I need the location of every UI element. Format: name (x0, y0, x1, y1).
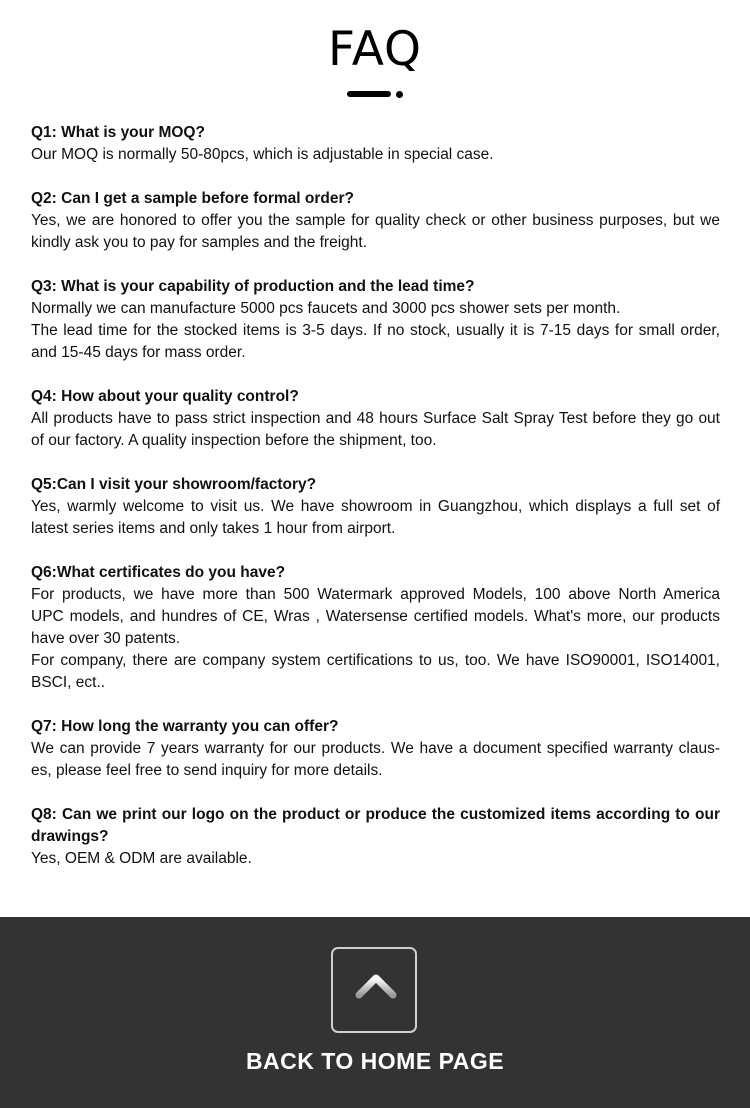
page-title: FAQ (327, 22, 423, 77)
faq-list (31, 122, 720, 892)
faq-answer-line: es, please feel free to send inquiry for more details. (31, 762, 383, 779)
faq-item-1 (31, 122, 720, 166)
faq-answer-line: UPC models, and hundres of CE, Wras , Watersense certified models. What's more, our products (31, 608, 720, 625)
faq-answer-line: For products, we have more than 500 Watermark approved Models, 100 above North America (31, 586, 720, 603)
faq-item-4 (31, 386, 720, 452)
faq-answer-line: The lead time for the stocked items is 3-5 days. If no stock, usually it is 7-15 days for small order, (31, 322, 720, 339)
arrow-up-to-top-icon (333, 949, 415, 1031)
faq-item-7 (31, 716, 720, 782)
faq-answer-line: All products have to pass strict inspection and 48 hours Surface Salt Spray Test before they go out (31, 410, 720, 427)
faq-question-line: drawings? (31, 828, 109, 845)
faq-answer-line: We can provide 7 years warranty for our products. We have a document specified warranty claus- (31, 740, 720, 757)
faq-answer-line: For company, there are company system certifications to us, too. We have ISO90001, ISO14001, (31, 652, 720, 669)
faq-question-line: Q5:Can I visit your showroom/factory? (31, 476, 317, 493)
faq-answer-line: Normally we can manufacture 5000 pcs faucets and 3000 pcs shower sets per month. (31, 300, 621, 317)
faq-item-3 (31, 276, 720, 364)
faq-answer-line: of our factory. A quality inspection before the shipment, too. (31, 432, 437, 449)
faq-question-line: Q2: Can I get a sample before formal order? (31, 190, 354, 207)
faq-answer-line: latest series items and only takes 1 hour from airport. (31, 520, 396, 537)
faq-question-line: Q6:What certificates do you have? (31, 564, 286, 581)
faq-answer-line: have over 30 patents. (31, 630, 181, 647)
faq-item-6 (31, 562, 720, 694)
faq-item-5 (31, 474, 720, 540)
faq-answer-line: Yes, we are honored to offer you the sample for quality check or other business purposes, but we (31, 212, 720, 229)
title-underline-bar (347, 91, 391, 97)
faq-question-line: Q3: What is your capability of production and the lead time? (31, 278, 475, 295)
back-to-home-link[interactable]: BACK TO HOME PAGE (245, 1048, 505, 1074)
faq-item-8 (31, 804, 720, 870)
faq-question-line: Q8: Can we print our logo on the product or produce the customized items according to our (31, 806, 720, 823)
faq-item-2 (31, 188, 720, 254)
faq-answer-line: kindly ask you to pay for samples and the freight. (31, 234, 368, 251)
faq-answer-line: Yes, warmly welcome to visit us. We have showroom in Guangzhou, which displays a full set of (31, 498, 720, 515)
faq-question-line: Q4: How about your quality control? (31, 388, 299, 405)
faq-question-line: Q1: What is your MOQ? (31, 124, 205, 141)
title-underline-dot (396, 91, 403, 98)
faq-question-line: Q7: How long the warranty you can offer? (31, 718, 339, 735)
faq-answer-line: Our MOQ is normally 50-80pcs, which is adjustable in special case. (31, 146, 494, 163)
back-to-top-button[interactable] (331, 947, 417, 1033)
faq-answer-line: BSCI, ect.. (31, 674, 106, 691)
faq-answer-line: Yes, OEM & ODM are available. (31, 850, 252, 867)
faq-answer-line: and 15-45 days for mass order. (31, 344, 246, 361)
